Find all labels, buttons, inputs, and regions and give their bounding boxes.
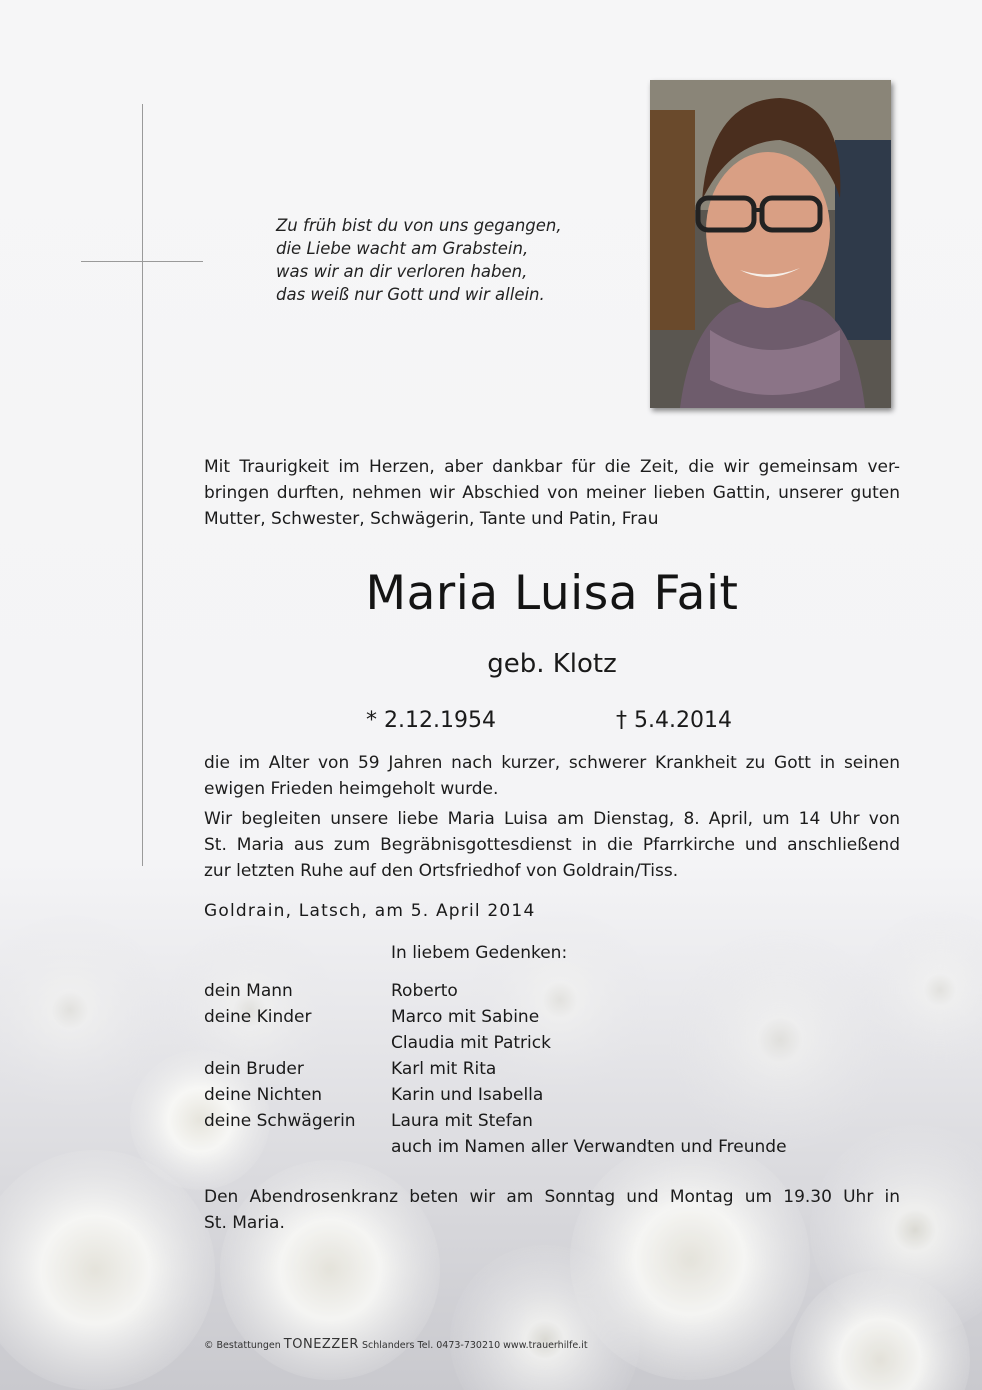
footer-phone: Tel. 0473-730210 [417, 1340, 501, 1351]
age-line: ewigen Frieden heimgeholt wurde. [204, 779, 499, 799]
mourner-relation: deine Nichten [204, 1085, 323, 1105]
age-paragraph [204, 750, 900, 802]
mourner-names: Karl mit Rita [391, 1059, 497, 1079]
intro-line: Mutter, Schwester, Schwägerin, Tante und Patin, Frau [204, 509, 659, 529]
mourner-relation: deine Schwägerin [204, 1111, 356, 1131]
deceased-name: Maria Luisa Fait [365, 566, 739, 621]
poem-line: Zu früh bist du von uns gegangen, [276, 216, 562, 235]
funeral-line: zur letzten Ruhe auf den Ortsfriedhof von Goldrain/Tiss. [204, 861, 679, 881]
footer-town: Schlanders [362, 1340, 415, 1351]
funeral-line: Wir begleiten unsere liebe Maria Luisa am Dienstag, 8. April, um 14 Uhr von [204, 809, 900, 829]
rosary-line: Den Abendrosenkranz beten wir am Sonntag und Montag um 19.30 Uhr in [204, 1187, 900, 1207]
birth-date: * 2.12.1954 [366, 708, 496, 733]
poem-line: was wir an dir verloren haben, [276, 262, 528, 281]
portrait-photo [650, 80, 891, 408]
funeral-line: St. Maria aus zum Begräbnisgottesdienst in die Pfarrkirche und anschließend [204, 835, 900, 855]
mourner-relation: deine Kinder [204, 1007, 312, 1027]
memory-heading: In liebem Gedenken: [391, 943, 568, 963]
intro-line: bringen durften, nehmen wir Abschied von meiner lieben Gattin, unserer guten [204, 483, 900, 503]
cross-horizontal-bar [81, 261, 203, 262]
intro-paragraph [204, 454, 900, 532]
poem-line: die Liebe wacht am Grabstein, [276, 239, 529, 258]
death-date: † 5.4.2014 [616, 708, 732, 733]
memorial-poem [276, 214, 596, 306]
rosary-line: St. Maria. [204, 1213, 285, 1233]
mourner-names: Claudia mit Patrick [391, 1033, 551, 1053]
footer-brand: TONEZZER [283, 1337, 359, 1352]
intro-line: Mit Traurigkeit im Herzen, aber dankbar für die Zeit, die wir gemeinsam ver- [204, 457, 900, 477]
mourner-names: auch im Namen aller Verwandten und Freunde [391, 1137, 787, 1157]
mourner-relation: dein Mann [204, 981, 293, 1001]
age-line: die im Alter von 59 Jahren nach kurzer, schwerer Krankheit zu Gott in seinen [204, 753, 900, 773]
mourner-relation: dein Bruder [204, 1059, 304, 1079]
place-and-date: Goldrain, Latsch, am 5. April 2014 [204, 901, 536, 921]
mourner-names: Roberto [391, 981, 458, 1001]
footer-credit [204, 1337, 588, 1352]
maiden-name: geb. Klotz [487, 649, 617, 679]
footer-copyright: © Bestattungen [204, 1340, 281, 1351]
mourner-names: Laura mit Stefan [391, 1111, 533, 1131]
footer-website[interactable]: www.trauerhilfe.it [503, 1340, 588, 1351]
poem-line: das weiß nur Gott und wir allein. [276, 285, 545, 304]
mourner-names: Karin und Isabella [391, 1085, 544, 1105]
funeral-paragraph [204, 806, 900, 884]
rosary-paragraph [204, 1184, 900, 1236]
mourner-names: Marco mit Sabine [391, 1007, 540, 1027]
cross-vertical-bar [142, 104, 143, 866]
